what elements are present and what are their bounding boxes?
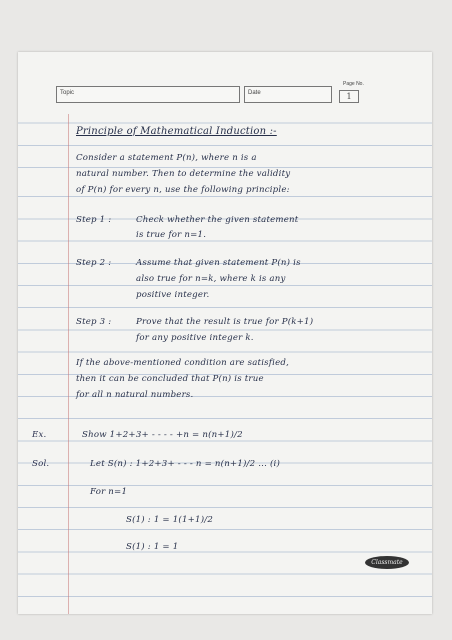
solution-line: S(1) : 1 = 1(1+1)/2 — [126, 515, 214, 525]
solution-line: For n=1 — [90, 487, 128, 497]
intro-line: natural number. Then to determine the validity — [76, 169, 291, 179]
step-line: is true for n=1. — [136, 230, 207, 240]
page-header — [18, 52, 432, 114]
solution-line: Let S(n) : 1+2+3+ - - - n = n(n+1)/2 ... (i) — [90, 459, 281, 469]
date-field — [244, 86, 332, 103]
solution-line: S(1) : 1 = 1 — [126, 542, 179, 552]
page-number-label: Page No. — [343, 81, 364, 87]
solution-label: Sol. — [32, 459, 50, 469]
brand-logo: Classmate — [365, 556, 409, 569]
step-line: Prove that the result is true for P(k+1) — [136, 317, 314, 327]
example-statement: Show 1+2+3+ - - - - +n = n(n+1)/2 — [82, 430, 243, 440]
margin-line — [68, 114, 69, 614]
page-number-box — [339, 90, 359, 103]
step-line: Assume that given statement P(n) is — [136, 258, 301, 268]
example-label: Ex. — [32, 430, 47, 440]
page-title: Principle of Mathematical Induction :- — [76, 126, 277, 137]
conclusion-line: for all n natural numbers. — [76, 390, 194, 400]
step-line: also true for n=k, where k is any — [136, 274, 286, 284]
step-label: Step 1 : — [76, 215, 112, 225]
conclusion-line: then it can be concluded that P(n) is true — [76, 374, 264, 384]
step-line: for any positive integer k. — [136, 333, 254, 343]
conclusion-line: If the above-mentioned condition are satisfied, — [76, 358, 290, 368]
notebook-page — [18, 52, 432, 614]
intro-line: of P(n) for every n, use the following principle: — [76, 185, 290, 195]
step-label: Step 2 : — [76, 258, 112, 268]
step-label: Step 3 : — [76, 317, 112, 327]
step-line: positive integer. — [136, 290, 210, 300]
intro-line: Consider a statement P(n), where n is a — [76, 153, 257, 163]
topic-label: Topic — [60, 90, 75, 96]
step-line: Check whether the given statement — [136, 215, 299, 225]
date-label: Date — [248, 90, 261, 96]
topic-field — [56, 86, 240, 103]
page-number: 1 — [346, 92, 352, 101]
